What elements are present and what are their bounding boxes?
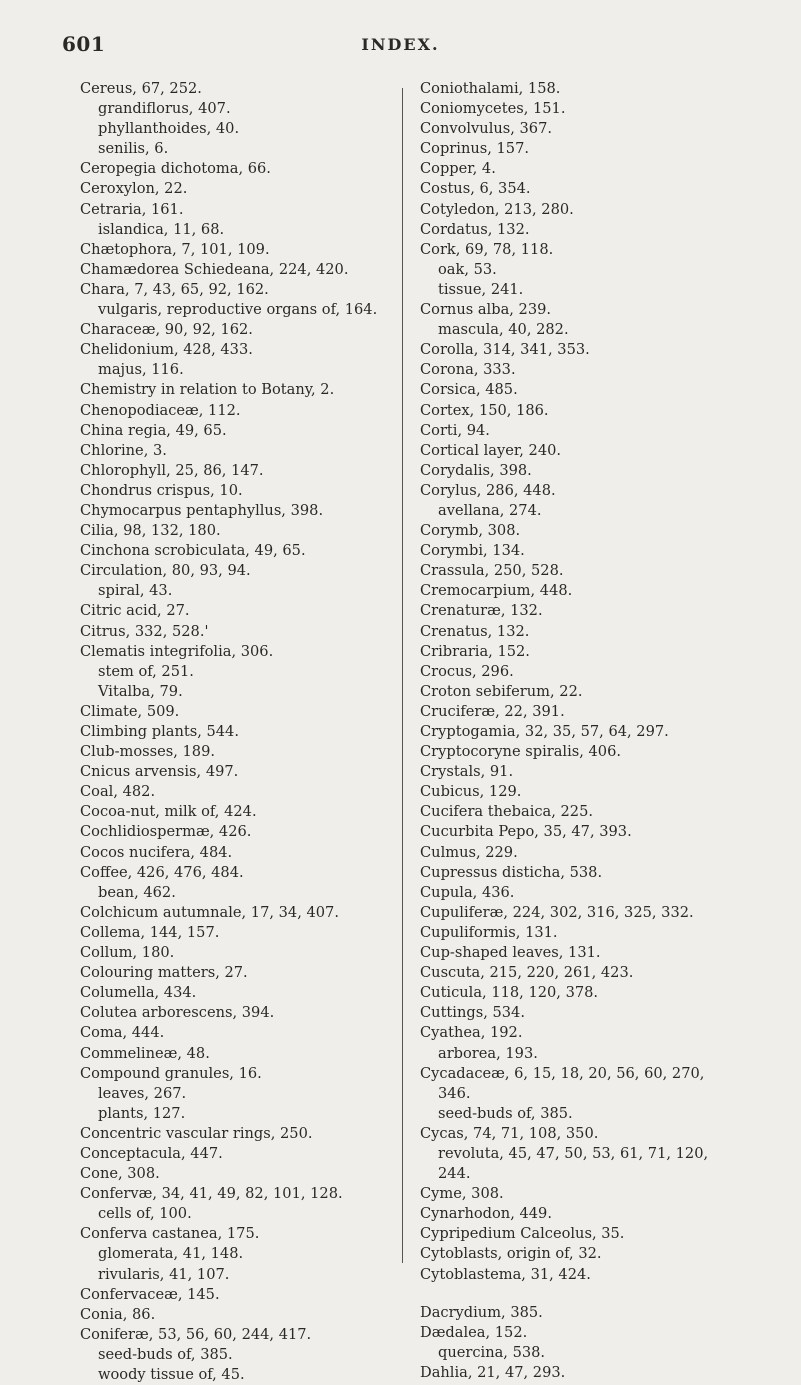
index-entry: Crenatus, 132. (420, 622, 530, 640)
index-column-right (420, 79, 790, 1383)
index-entry: Ceroxylon, 22. (80, 180, 188, 198)
index-entry: Cocos nucifera, 484. (80, 843, 233, 861)
index-entry: Croton sebiferum, 22. (420, 682, 583, 700)
index-section-d (420, 1303, 790, 1383)
index-subentry: vulgaris, reproductive organs of, 164. (98, 301, 378, 319)
index-entry: Copper, 4. (420, 160, 496, 178)
index-subentry: leaves, 267. (98, 1084, 187, 1102)
index-entry: Conceptacula, 447. (80, 1144, 223, 1162)
index-subentry: plants, 127. (98, 1104, 186, 1122)
index-entry: Citrus, 332, 528.' (80, 622, 209, 640)
index-entry: Concentric vascular rings, 250. (80, 1124, 313, 1142)
index-entry: Cypripedium Calceolus, 35. (420, 1225, 625, 1243)
index-entry: Chlorine, 3. (80, 441, 167, 459)
index-entry: Coma, 444. (80, 1024, 165, 1042)
index-entry: Cryptocoryne spiralis, 406. (420, 743, 622, 761)
index-entry: Confervæ, 34, 41, 49, 82, 101, 128. (80, 1185, 343, 1203)
index-entry: Cupressus disticha, 538. (420, 863, 603, 881)
index-entry: Ceropegia dichotoma, 66. (80, 160, 271, 178)
index-entry: Colouring matters, 27. (80, 964, 248, 982)
index-entry: Cinchona scrobiculata, 49, 65. (80, 542, 306, 560)
index-entry: Cupuliferæ, 224, 302, 316, 325, 332. (420, 903, 694, 921)
index-entry: Cortical layer, 240. (420, 441, 562, 459)
index-section-c (420, 79, 790, 1285)
index-entry: Chamædorea Schiedeana, 224, 420. (80, 260, 349, 278)
index-entry: Crocus, 296. (420, 662, 514, 680)
index-subentry: rivularis, 41, 107. (98, 1265, 230, 1283)
index-subentry: revoluta, 45, 47, 50, 53, 61, 71, 120, (438, 1144, 709, 1162)
index-entry: Crystals, 91. (420, 763, 514, 781)
index-entry: Chætophora, 7, 101, 109. (80, 240, 270, 258)
index-subentry: bean, 462. (98, 883, 176, 901)
index-entry: Chemistry in relation to Botany, 2. (80, 381, 335, 399)
index-entry: Coprinus, 157. (420, 140, 529, 158)
index-entry: Cucurbita Pepo, 35, 47, 393. (420, 823, 632, 841)
index-subentry: Vitalba, 79. (98, 682, 183, 700)
index-entry: Cyme, 308. (420, 1185, 504, 1203)
index-entry: Cochlidiospermæ, 426. (80, 823, 252, 841)
index-subentry: woody tissue of, 45. (98, 1366, 245, 1383)
index-subentry: 244. (438, 1165, 471, 1183)
index-subentry: oak, 53. (438, 260, 497, 278)
index-entry: Cupula, 436. (420, 883, 515, 901)
index-entry: Coniothalami, 158. (420, 80, 561, 97)
index-subentry: senilis, 6. (98, 140, 169, 158)
index-entry: Confervaceæ, 145. (80, 1285, 220, 1303)
index-subentry: arborea, 193. (438, 1044, 538, 1062)
index-entry: Dahlia, 21, 47, 293. (420, 1363, 566, 1381)
index-entry: Coal, 482. (80, 783, 156, 801)
index-entry: Clematis integrifolia, 306. (80, 642, 274, 660)
index-entry: Cruciferæ, 22, 391. (420, 702, 565, 720)
index-entry: Cetraria, 161. (80, 200, 184, 218)
index-entry: Coniomycetes, 151. (420, 100, 566, 118)
index-subentry: mascula, 40, 282. (438, 321, 569, 339)
index-entry: Cytoblastema, 31, 424. (420, 1265, 591, 1283)
index-entry: Collema, 144, 157. (80, 923, 220, 941)
index-entry: Cortex, 150, 186. (420, 401, 549, 419)
index-entry: Cubicus, 129. (420, 783, 522, 801)
index-entry: Coniferæ, 53, 56, 60, 244, 417. (80, 1325, 312, 1343)
index-entry: Cucifera thebaica, 225. (420, 803, 594, 821)
index-subentry: islandica, 11, 68. (98, 220, 225, 238)
index-subentry: seed-buds of, 385. (438, 1104, 573, 1122)
index-entry: Corti, 94. (420, 421, 490, 439)
index-entry: Cremocarpium, 448. (420, 582, 573, 600)
index-subentry: cells of, 100. (98, 1205, 192, 1223)
index-entry: Corydalis, 398. (420, 461, 532, 479)
index-entry: Collum, 180. (80, 944, 175, 962)
index-entry: Climbing plants, 544. (80, 723, 239, 740)
index-entry: Chenopodiaceæ, 112. (80, 401, 241, 419)
index-entry: Cotyledon, 213, 280. (420, 200, 574, 218)
index-entry: Club-mosses, 189. (80, 743, 216, 761)
index-entry: China regia, 49, 65. (80, 421, 227, 439)
index-entry: Conia, 86. (80, 1305, 156, 1323)
index-entry: Climate, 509. (80, 702, 180, 720)
index-entry: Cnicus arvensis, 497. (80, 763, 239, 781)
index-entry: Cycas, 74, 71, 108, 350. (420, 1124, 599, 1142)
index-subentry: spiral, 43. (98, 582, 173, 600)
index-entry: Chelidonium, 428, 433. (80, 341, 253, 359)
index-entry: Cribraria, 152. (420, 642, 530, 660)
index-entry: Chondrus crispus, 10. (80, 481, 243, 499)
index-subentry: stem of, 251. (98, 662, 194, 680)
index-entry: Cone, 308. (80, 1165, 160, 1183)
index-entry: Cilia, 98, 132, 180. (80, 522, 221, 540)
index-entry: Cryptogamia, 32, 35, 57, 64, 297. (420, 723, 669, 740)
index-entry: Cocoa-nut, milk of, 424. (80, 803, 257, 821)
index-entry: Cornus alba, 239. (420, 301, 552, 319)
index-entry: Corolla, 314, 341, 353. (420, 341, 590, 359)
index-subentry: majus, 116. (98, 361, 184, 379)
index-entry: Cork, 69, 78, 118. (420, 240, 554, 258)
index-entry: Cuttings, 534. (420, 1004, 525, 1022)
index-subentry: grandiflorus, 407. (98, 100, 231, 118)
index-entry: Cynarhodon, 449. (420, 1205, 552, 1223)
index-entry: Cereus, 67, 252. (80, 80, 202, 97)
running-head: INDEX. (361, 35, 440, 54)
column-divider (402, 88, 403, 1263)
index-entry: Conferva castanea, 175. (80, 1225, 260, 1243)
index-subentry: glomerata, 41, 148. (98, 1245, 244, 1263)
page-number: 601 (62, 32, 106, 56)
index-column-left (80, 79, 400, 1385)
index-entry: Corona, 333. (420, 361, 516, 379)
index-entry: Cyathea, 192. (420, 1024, 523, 1042)
index-subentry: quercina, 538. (438, 1343, 546, 1361)
index-entry: Corymb, 308. (420, 522, 521, 540)
index-entry: Corymbi, 134. (420, 542, 525, 560)
index-entry: Dædalea, 152. (420, 1323, 528, 1341)
index-entry: Corylus, 286, 448. (420, 481, 556, 499)
index-subentry: phyllanthoides, 40. (98, 120, 240, 138)
index-entry: Columella, 434. (80, 984, 197, 1002)
index-entry: Cycadaceæ, 6, 15, 18, 20, 56, 60, 270, (420, 1064, 705, 1082)
index-entry: Cupuliformis, 131. (420, 923, 558, 941)
index-entry: Cordatus, 132. (420, 220, 530, 238)
index-entry: Circulation, 80, 93, 94. (80, 562, 251, 580)
index-subentry: tissue, 241. (438, 280, 524, 298)
index-subentry: seed-buds of, 385. (98, 1345, 233, 1363)
index-entry: Costus, 6, 354. (420, 180, 531, 198)
index-entry: Dacrydium, 385. (420, 1303, 543, 1321)
index-entry: Chara, 7, 43, 65, 92, 162. (80, 280, 269, 298)
index-entry: Colchicum autumnale, 17, 34, 407. (80, 903, 339, 921)
index-entry: Characeæ, 90, 92, 162. (80, 321, 253, 339)
index-entry: Cup-shaped leaves, 131. (420, 944, 601, 962)
index-entry: Crassula, 250, 528. (420, 562, 564, 580)
index-subentry: 346. (438, 1084, 471, 1102)
index-entry: Crenaturæ, 132. (420, 602, 543, 620)
index-subentry: avellana, 274. (438, 501, 542, 519)
index-entry: Cytoblasts, origin of, 32. (420, 1245, 602, 1263)
section-gap (420, 1285, 790, 1303)
index-entry: Convolvulus, 367. (420, 120, 553, 138)
index-entry: Citric acid, 27. (80, 602, 190, 620)
index-entry: Chymocarpus pentaphyllus, 398. (80, 501, 324, 519)
index-entry: Chlorophyll, 25, 86, 147. (80, 461, 264, 479)
index-entry: Culmus, 229. (420, 843, 518, 861)
index-entry: Coffee, 426, 476, 484. (80, 863, 244, 881)
index-entry: Cuticula, 118, 120, 378. (420, 984, 599, 1002)
index-entry: Colutea arborescens, 394. (80, 1004, 275, 1022)
index-entry: Commelineæ, 48. (80, 1044, 210, 1062)
index-entry: Corsica, 485. (420, 381, 518, 399)
index-entry: Cuscuta, 215, 220, 261, 423. (420, 964, 634, 982)
index-entry: Compound granules, 16. (80, 1064, 262, 1082)
